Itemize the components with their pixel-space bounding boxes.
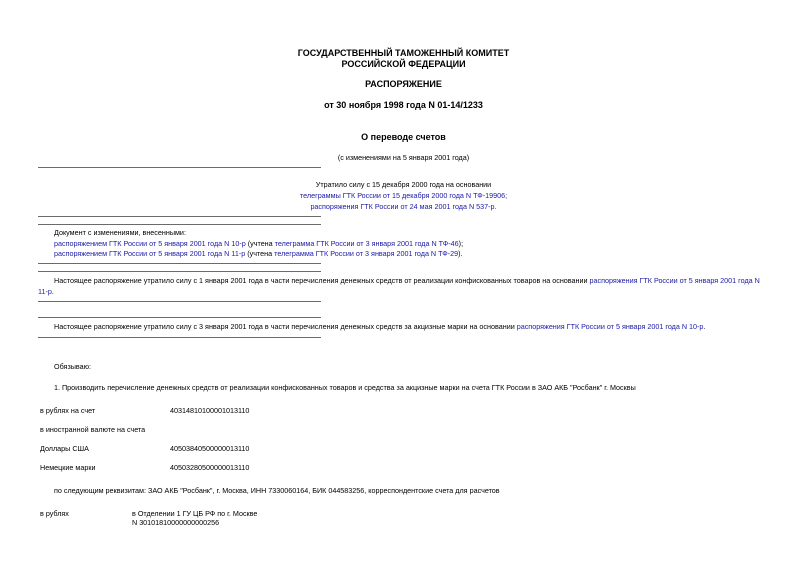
notice-2: Настоящее распоряжение утратило силу с 3 января 2001 года в части перечисления денежных средств за акцизные марки на основании распоряжения ГТК России от 5 января 2001 года N 10-р. xyxy=(54,322,706,331)
account-value: 40314810100001013110 xyxy=(170,406,250,415)
bank-label: в рублях xyxy=(40,509,69,518)
org-name-line1: ГОСУДАРСТВЕННЫЙ ТАМОЖЕННЫЙ КОМИТЕТ xyxy=(297,48,510,58)
document-date: от 30 ноября 1998 года N 01-14/1233 xyxy=(324,100,483,110)
lost-force-link-order[interactable]: распоряжения ГТК России от 24 мая 2001 года N 537-р. xyxy=(310,202,497,211)
account-label: в иностранной валюте на счета xyxy=(40,425,146,434)
amendment-note: (с изменениями на 5 января 2001 года) xyxy=(337,153,470,162)
divider xyxy=(38,167,321,168)
bank-corr-account: N 30101810000000000256 xyxy=(132,518,220,527)
changes-item-1-telegram-link[interactable]: телеграмма ГТК России от 3 января 2001 года N ТФ-46 xyxy=(274,239,459,248)
changes-item-1-link[interactable]: распоряжением ГТК России от 5 января 2001 года N 10-р xyxy=(54,239,246,248)
divider xyxy=(38,301,321,302)
obligate-text: Обязываю: xyxy=(54,362,92,371)
account-label: в рублях на счет xyxy=(40,406,96,415)
notice-1-link-cont[interactable]: 11-р xyxy=(38,287,52,296)
changes-item-1: распоряжением ГТК России от 5 января 2001 года N 10-р (учтена телеграмма ГТК России от 3 января 2001 года N ТФ-46); xyxy=(54,239,464,248)
account-value: 40503280500000013110 xyxy=(170,463,250,472)
changes-item-2-telegram-link[interactable]: телеграмма ГТК России от 3 января 2001 года N ТФ-29 xyxy=(274,249,459,258)
notice-2-link[interactable]: распоряжения ГТК России от 5 января 2001 года N 10-р xyxy=(516,322,704,331)
notice-1-link[interactable]: распоряжения ГТК России от 5 января 2001 года N xyxy=(589,276,760,285)
divider xyxy=(38,317,321,318)
account-label: Немецкие марки xyxy=(40,463,96,472)
lost-force-link-telegram[interactable]: телеграммы ГТК России от 15 декабря 2000 года N ТФ-19906; xyxy=(299,191,508,200)
divider xyxy=(38,263,321,264)
divider xyxy=(38,337,321,338)
changes-item-2-link[interactable]: распоряжением ГТК России от 5 января 2001 года N 11-р xyxy=(54,249,246,258)
notice-1-line2: 11-р. xyxy=(38,287,54,296)
divider xyxy=(38,216,321,217)
bank-branch: в Отделении 1 ГУ ЦБ РФ по г. Москве xyxy=(132,509,258,518)
account-label: Доллары США xyxy=(40,444,89,453)
point-1: 1. Производить перечисление денежных средств от реализации конфискованных товаров и средства за акцизные марки на счета ГТК России в ЗАО АКБ "Росбанк" г. Москвы xyxy=(54,383,636,392)
changes-item-2: распоряжением ГТК России от 5 января 2001 года N 11-р (учтена телеграмма ГТК России от 3 января 2001 года N ТФ-29). xyxy=(54,249,463,258)
divider xyxy=(38,271,321,272)
changes-heading: Документ с изменениями, внесенными: xyxy=(54,228,186,237)
requisites-text: по следующим реквизитам: ЗАО АКБ "Росбанк", г. Москва, ИНН 7330060164, БИК 044583256, корреспондентские счета для расчетов xyxy=(54,486,500,495)
document-type: РАСПОРЯЖЕНИЕ xyxy=(365,79,442,89)
document-title: О переводе счетов xyxy=(361,132,446,142)
account-value: 40503840500000013110 xyxy=(170,444,250,453)
lost-force-text: Утратило силу с 15 декабря 2000 года на основании xyxy=(315,180,492,189)
org-name-line2: РОССИЙСКОЙ ФЕДЕРАЦИИ xyxy=(341,59,466,69)
divider xyxy=(38,224,321,225)
notice-1-line1: Настоящее распоряжение утратило силу с 1 января 2001 года в части перечисления денежных средств от реализации конфискованных товаров на основании распоряжения ГТК России от 5 января 2001 года N xyxy=(54,276,760,285)
